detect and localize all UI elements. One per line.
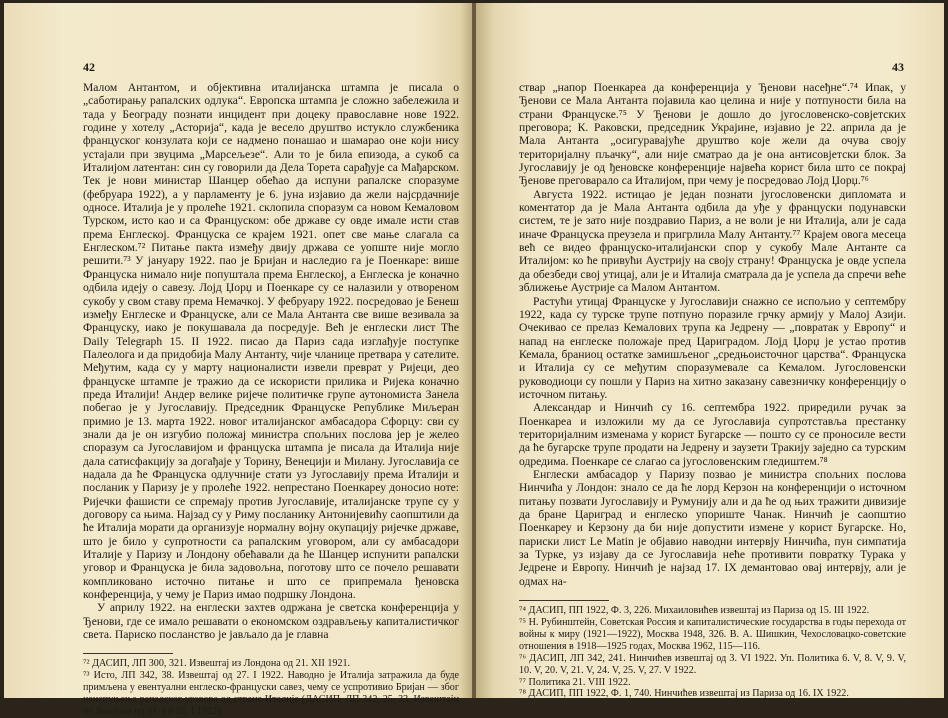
right-page-body <box>519 81 906 700</box>
book-spread <box>4 3 944 718</box>
footnote: ⁷² ДАСИП, ЛП 300, 321. Извештај из Лондона од 21. XII 1921. <box>83 658 351 670</box>
right-paragraph: Растући утицај Француске у Југославији снажно се испољио у септембру 1922, када су турске трупе потпуно поразиле грчку армију у Малој Азији. Очекивао се прелаз Кемалових трупа ка Једрену — „повратак у Европу“ и напад на енглеске положаје пред Цариградом. Лојд Џорџ је устао против Кемала, браниоц остатке замишљеног „средњоисточног царства“. Француска и Италија су се међутим споразумевале са Кемалом. Југословенски руководиоци су пошли у Париз на хитно заказану савезничку конференцију о источном питању. <box>519 294 906 401</box>
left-paragraph: У априлу 1922. на енглески захтев одржана је светска конференција у Ђенови, где се имало решавати о економском оздрављењу капиталистичког света. Париско посланство је јављало да је главна <box>83 601 459 642</box>
right-paragraph: ствар „напор Поенкареа да конференција у Ђенови насеђне“.⁷⁴ Ипак, у Ђенови се Мала Антанта појавила као целина и није у потпуности била на страни Француске.⁷⁵ У Ђенови је дошло до југословенско-совјетских преговора; К. Раковски, председник Украјине, изјавио је 22. априла да је Мала Антанта „осигураваjуће друштво које жели да очува своју територијалну пљачку“, али није сматрао да је она антисовјетски блок. За Југославију је од ђеновске конференције највећа корист била што се покрај Ђенове преговарало са Италијом, при чему је посредовао Лојд Џорџ.⁷⁶ <box>519 81 906 188</box>
right-page <box>476 3 944 698</box>
right-paragraph: Александар и Нинчић су 16. септембра 1922. приредили ручак за Поенкареа и изложили му да се Југославија супротставља престанку територијалним изменама у корист Бугарске — пошто су се проносиле вести да ће бугарске трупе продати на Једрену и заузети Тракију заједно са турским одредима. Поенкаре се слагао са југословенским гледиштем.⁷⁸ <box>519 401 906 468</box>
footnote: ⁷⁷ Политика 21. VIII 1922. <box>519 676 631 688</box>
left-page <box>4 3 474 718</box>
left-footnotes <box>83 658 459 718</box>
footnote: ⁷⁵ Н. Рубинштейн, Советская Россия и капиталистические государства в годы перехода от войны к миру (1921—1922), Москва 1948, 326. В. А. Шишкин, Чехословацко-советские отношения в 1918—1925 годах, Москва 1962, 115—116. <box>519 616 906 652</box>
right-paragraph: Енглески амбасадор у Паризу позвао је министра спољних послова Нинчића у Лондон: знало се да ће лорд Керзон на конференцији о источном питању позвати Југославију и Румунију али и да ће од њих тражити дивизије да бране Цариград и енглеско упориште Чанак. Нинчић је саопштио Поенкареу и Керзону да би није допустити измене у корист Бугарске. Но, париски лист Le Matin је објавио наводни интервју Нинчића, пун симпатија за Турке, уз изјаву да се Југославија неће противити повратку Турака у Једрене и Европу. Нинчић је најзад 17. IX демантовао овај интервју, али је одмах на- <box>519 467 906 588</box>
left-paragraph: Малом Антантом, и објективна италијанска штампа је писала о „саботирању рапалских одлука“. Европска штампа је сложно забележила и тада у Београду познати инцидент при доцеку православне нове 1922. године у хотелу „Асторија“, када је весело друштво истукло службеника француског конзулата који се надмено понашао и шамарао оне који нису устајали при звуцима „Марсељезе“. Али то је била епизода, а сукоб са Италијом латентан: син су говорили да Дела Торета сарађује са Мађарском. Тек је нови министар Шанцер обећао да испуни рапалске споразуме (фебруара 1922), а у парламенту је 6. јуна изјавио да жели најсрдачније односе. Италија је у пролеће 1921. склопила споразум са новом Кемаловом Турском, исто као и са Француском: обе државе су овде имале исти став према Енглеској. Француска се крајем 1921. опет све мање слагала са Енглеском.⁷² Питање пакта између двију држава се уопште није могло решити.⁷³ У јануару 1922. пао је Бријан и наследио га је Поенкаре: више Француска нимало није попуштала према Енглеској, а Енглеска је коначно одбила идеју о савезу. Лојд Џорџ и Поенкаре су се налазили у отвореном сукобу у свом ставу према Немачкој. У фебруару 1922. посредовао је Бенеш између Енглеске и Француске, али се Мала Антанта све више везивала за Француску, иако је покушавала да посредује. Већ је енглески лист The Daily Telegraph 15. II 1922. писао да Париз сада изглађује поступке Палеолога и да придобија Малу Антанту, чије чланице претвара у сателите. Међутим, када су у марту националисти извели преврат у Ријеци, део француске штампе је тражио да се искористи прилика и Ријека коначно преда Италији! Андер велике ријече политичке групе аутономиста Занела побегао је у Југославију. Председник Француске Републике Миљеран примио је 13. марта 1922. новог италијанског амбасадора Сфорцу: сви су знали да је он изгубио положај министра спољних послова јер је желео споразум са Југославијом и француска штампа је писала да Италија није дала сатисфакцију за догађаје у Торину, Венецији и Милану. Југославија се надала да ће Француска одлучније стати уз Југославију према Италији и посланик у Паризу је у пролеће 1922. непрестано Поенкареу доносио ноте: Ријечки фашисти се спремају против Југославије, италијанске трупе су у договору са њима. Најзад су у Риму посланику Антонијевићу саопштили да ће Италија морати да организује нормалну војну окупацију ријечке државе, што је било у супротности са рапалским уговором, али су амбасадори Италије у Паризу и Лондону обећавали да ће Шанцер испунити рапалски уговор и Француска је била задовољна, поготову што се почело решавати компликовано источно питање и што се припремала ђеновска конференција, у чему је Париз имао подршку Лондона. <box>83 81 459 602</box>
footnote-divider <box>83 653 173 654</box>
footnote: ⁷⁸ ДАСИП, ПП 1922, Ф. 1, 740. Нинчићев извештај из Париза од 16. IX 1922. <box>519 688 849 700</box>
footnote: ⁷⁴ ДАСИП, ПП 1922, Ф. 3, 226. Михаиловићев извештај из Париза од 15. III 1922. <box>519 605 870 617</box>
right-footnotes <box>519 605 906 700</box>
footnote: ⁷³ Исто, ЛП 342, 38. Извештај од 27. I 1922. Наводно је Италија затражила да буде примљена у евентуални енглеско-француски савез, чему се успротивио Бријан — због неиспуњења рапалског уговора од стране Италије (ДАСИП, ЛП 342, 25, 33. Извештаји из Лондона од 21. I и 25. I 1922). <box>83 670 459 718</box>
right-page-number: 43 <box>892 60 904 74</box>
left-page-body <box>83 81 459 718</box>
right-paragraph: Августа 1922. истицао је један познати југословенски дипломата и коментатор да је Мала Антанта одбила да уђе у француски подунавски систем, те је зато није поздравио Париз, а не воли је ни Италија, али је сада иначе Француска преузела и пригрлила Малу Антанту.⁷⁷ Крајем овога месеца већ се видео француско-италијански спор у сукобу Мале Антанте са Италијом: ко ће привући Аустрију на своју страну! Француска је овде успела да обезбеди свој утицај, али је и Италија сматрала да је успела да спречи веће зближење Аустрије са Малом Антантом. <box>519 187 906 295</box>
left-page-number: 42 <box>83 60 95 74</box>
footnote-divider <box>519 600 609 601</box>
footnote: ⁷⁶ ДАСИП, ЛП 342, 241. Нинчићев извештај од 3. VI 1922. Уп. Политика 6. V, 8. V, 9. V, 10. V, 20. V, 21. V, 24. V, 25. V, 27. V 1922. <box>519 652 906 676</box>
